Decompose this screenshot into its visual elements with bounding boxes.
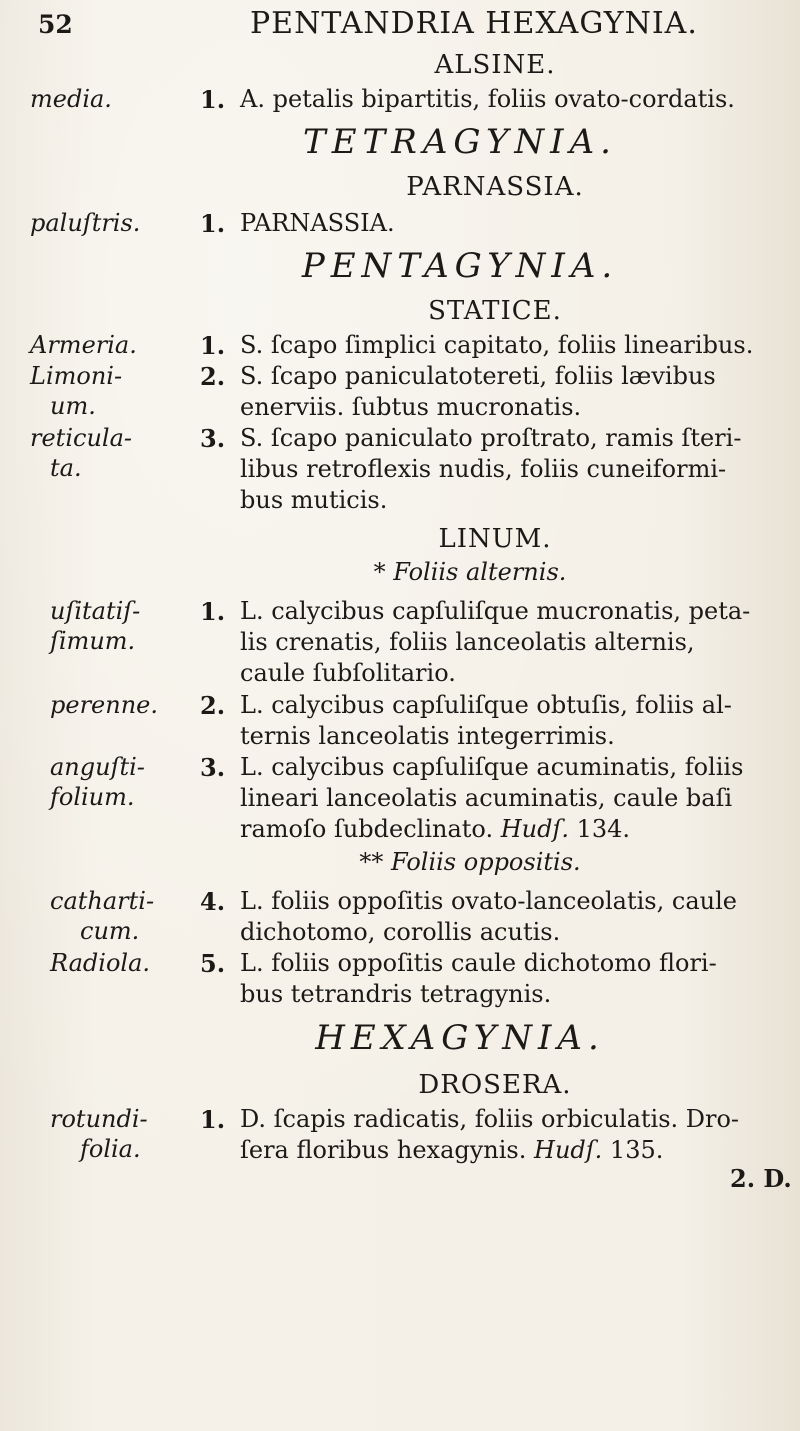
entry-number: 1. xyxy=(200,209,226,238)
entry-linum-3 xyxy=(200,752,785,845)
entry-line xyxy=(240,1135,785,1166)
entry-number: 1. xyxy=(200,1105,226,1134)
entry-line: L. calycibus capſuliſque mucronatis, peta- xyxy=(240,597,751,625)
entry-statice-3 xyxy=(200,423,785,516)
entry-line: L. foliis oppoſitis ovato-lanceolatis, caule xyxy=(240,887,737,915)
entry-line: S. ſcapo paniculatotereti, foliis lævibus xyxy=(240,362,716,390)
entry-linum-4 xyxy=(200,886,785,948)
entry-number: 1. xyxy=(200,85,226,114)
reference-author: Hudſ. xyxy=(534,1136,603,1164)
margin-label-catharticum-1: catharti- xyxy=(50,887,155,915)
page-number: 52 xyxy=(38,10,73,39)
margin-label-limonium-1: Limoni- xyxy=(30,362,123,390)
entry-line: lineari lanceolatis acuminatis, caule baſi xyxy=(240,784,733,812)
margin-label-media: media. xyxy=(30,85,112,113)
entry-line: PARNASSIA. xyxy=(240,209,395,237)
entry-alsine-1 xyxy=(200,84,785,115)
entry-line: S. ſcapo ſimplici capitato, foliis linearibus. xyxy=(240,331,754,359)
order-heading-hexagynia: HEXAGYNIA. xyxy=(315,1018,605,1058)
margin-label-reticulata-1: reticula- xyxy=(30,424,132,452)
margin-label-angustifolium-1: anguſti- xyxy=(50,753,145,781)
reference-page: 135. xyxy=(609,1136,664,1164)
margin-label-rotundifolia-1: rotundi- xyxy=(50,1105,148,1133)
entry-line: S. ſcapo paniculato proſtrato, ramis ſteri- xyxy=(240,424,742,452)
reference-page: 134. xyxy=(576,815,631,843)
entry-line-text: ramoſo ſubdeclinato. xyxy=(240,815,494,843)
entry-line: dichotomo, corollis acutis. xyxy=(240,918,561,946)
entry-line: D. ſcapis radicatis, foliis orbiculatis. Dro- xyxy=(240,1105,740,1133)
entry-linum-2 xyxy=(200,690,785,752)
entry-number: 4. xyxy=(200,887,226,916)
entry-line: bus tetrandris tetragynis. xyxy=(240,980,552,1008)
entry-line: lis crenatis, foliis lanceolatis alternis, xyxy=(240,628,695,656)
entry-line: L. calycibus capſuliſque acuminatis, foliis xyxy=(240,753,744,781)
entry-number: 2. xyxy=(200,362,226,391)
margin-label-rotundifolia-2: folia. xyxy=(80,1135,141,1163)
entry-drosera-1 xyxy=(200,1104,785,1166)
genus-heading-drosera: DROSERA. xyxy=(418,1070,572,1100)
entry-line: libus retroflexis nudis, foliis cuneiformi- xyxy=(240,455,727,483)
entry-linum-5 xyxy=(200,948,785,1010)
entry-line-text: ſera floribus hexagynis. xyxy=(240,1136,527,1164)
subheading-foliis-alternis: * Foliis alternis. xyxy=(373,558,567,586)
margin-label-limonium-2: um. xyxy=(50,392,96,420)
entry-line: bus muticis. xyxy=(240,486,388,514)
entry-number: 1. xyxy=(200,331,226,360)
entry-line: L. foliis oppoſitis caule dichotomo flori- xyxy=(240,949,717,977)
reference-author: Hudſ. xyxy=(500,815,569,843)
entry-number: 5. xyxy=(200,949,226,978)
entry-number: 3. xyxy=(200,424,226,453)
margin-label-armeria: Armeria. xyxy=(30,331,137,359)
margin-label-palustris: paluſtris. xyxy=(30,209,141,237)
entry-statice-2 xyxy=(200,361,785,423)
margin-label-perenne: perenne. xyxy=(50,691,158,719)
order-heading-pentagynia: PENTAGYNIA. xyxy=(301,246,619,286)
entry-line: ternis lanceolatis integerrimis. xyxy=(240,722,615,750)
genus-heading-parnassia: PARNASSIA. xyxy=(406,172,584,202)
margin-label-reticulata-2: ta. xyxy=(50,454,82,482)
entry-line xyxy=(240,814,785,845)
subheading-foliis-oppositis: ** Foliis oppositis. xyxy=(359,848,581,876)
margin-label-angustifolium-2: folium. xyxy=(50,783,135,811)
margin-label-usitatissimum-2: ſimum. xyxy=(50,627,136,655)
entry-parnassia-1 xyxy=(200,208,785,239)
entry-line: enerviis. ſubtus mucronatis. xyxy=(240,393,582,421)
genus-heading-linum: LINUM. xyxy=(438,524,552,554)
genus-heading-statice: STATICE. xyxy=(428,296,562,326)
entry-line: A. petalis bipartitis, foliis ovato-cordatis. xyxy=(240,85,735,113)
entry-line: L. calycibus capſuliſque obtuſis, foliis al- xyxy=(240,691,732,719)
entry-number: 2. xyxy=(200,691,226,720)
genus-heading-alsine: ALSINE. xyxy=(434,50,556,80)
running-head: PENTANDRIA HEXAGYNIA. xyxy=(250,6,698,41)
catchword: 2. D. xyxy=(730,1164,792,1193)
entry-number: 1. xyxy=(200,597,226,626)
margin-label-radiola: Radiola. xyxy=(50,949,151,977)
entry-linum-1 xyxy=(200,596,785,689)
entry-line: caule ſubſolitario. xyxy=(240,659,456,687)
margin-label-catharticum-2: cum. xyxy=(80,917,140,945)
entry-statice-1 xyxy=(200,330,785,361)
margin-label-usitatissimum-1: uſitatiſ- xyxy=(50,597,141,625)
entry-number: 3. xyxy=(200,753,226,782)
order-heading-tetragynia: TETRAGYNIA. xyxy=(303,122,617,162)
